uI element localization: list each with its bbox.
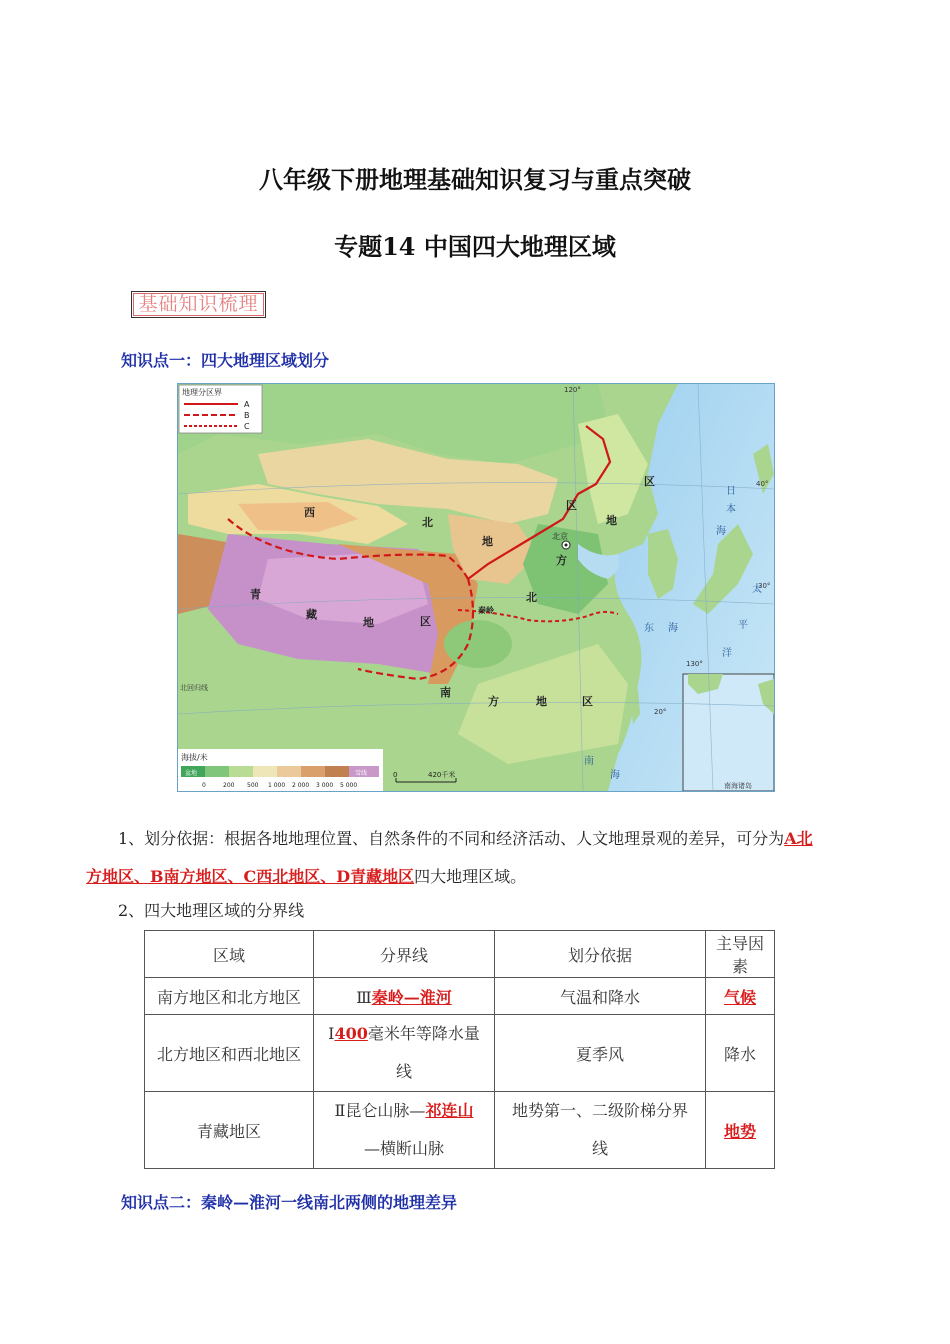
paragraph-1-line1 [118,826,813,849]
map-label-lon120: 120° [564,386,581,394]
map-label-qu3: 区 [644,475,655,488]
map-label-fang3: 方 [488,695,499,708]
elevation-legend-title: 海拔/米 [181,753,208,762]
table-cell-factor: 地势 [706,1092,775,1169]
map-label-lat20: 20° [654,708,667,716]
badge-label: 基础知识梳理 [133,293,264,316]
map-label-tai: 太 [752,584,762,595]
map-label-dong: 东 [644,623,654,634]
map-label-ri: 日 [726,486,736,497]
map-label-hai1: 海 [716,526,726,537]
boundary-legend-c: C [244,422,250,431]
table-cell-factor: 气候 [706,978,775,1015]
table-cell-factor: 降水 [706,1015,775,1092]
map-label-di3: 地 [606,514,617,527]
map-label-bei2: 北 [526,591,537,604]
map-label-bei1: 北 [422,516,433,529]
table-cell-region: 青藏地区 [145,1092,314,1169]
table-header: 划分依据 [495,931,706,978]
knowledge-point-1-heading: 知识点一：四大地理区域划分 [121,351,330,370]
map-label-zang: 藏 [306,608,317,621]
paragraph-1-red-a: A北 [784,829,813,848]
document-title: 八年级下册地理基础知识复习与重点突破 [259,165,691,194]
table-header: 主导因素 [706,931,775,978]
map-label-di2: 地 [363,616,374,629]
elevation-tick: 500 [247,782,259,789]
map-label-qu1: 区 [566,499,577,512]
table-cell-line: Ⅰ400毫米年等降水量 线 [314,1015,495,1092]
boundary-legend-title: 地理分区界 [182,388,222,397]
map-label-lat40: 40° [756,480,769,488]
map-label-beijing: 北京 [552,532,568,541]
table-cell-region: 北方地区和西北地区 [145,1015,314,1092]
map-label-qu2: 区 [420,615,431,628]
elevation-tick: 3 000 [316,782,334,789]
elevation-lowland-label: 盆地 [185,770,198,777]
map-label-qinling: 秦岭 [478,606,494,615]
map-label-nanhai: 南 [584,756,594,767]
table-header: 区域 [145,931,314,978]
elevation-legend [178,749,383,791]
table-cell-line: Ⅲ秦岭—淮河 [314,978,495,1015]
paragraph-1-suffix: 四大地理区域。 [414,867,527,886]
map-label-fang1: 方 [556,554,567,567]
table-cell-basis: 地势第一、二级阶梯分界 线 [495,1092,706,1169]
map-label-nanhai-islands: 南海诸岛 [724,782,752,790]
table-row [145,1092,775,1169]
map-label-hai2: 海 [668,623,678,634]
table-cell-basis: 夏季风 [495,1015,706,1092]
scale-label: 420千米 [428,771,456,779]
map-label-ping: 平 [738,620,748,631]
map-label-ben: 本 [726,504,736,515]
paragraph-2: 2、四大地理区域的分界线 [118,901,305,920]
paragraph-1-prefix: 1、划分依据：根据各地地理位置、自然条件的不同和经济活动、人文地理景观的差异，可分为 [118,829,785,848]
boundary-legend [179,385,262,433]
table-cell-line: Ⅱ昆仑山脉—祁连山 —横断山脉 [314,1092,495,1169]
map-label-yang: 洋 [722,648,732,659]
knowledge-point-2-heading: 知识点二：秦岭—淮河一线南北两侧的地理差异 [121,1193,458,1212]
table-row [145,978,775,1015]
paragraph-1-red-b: 方地区、B南方地区、C西北地区、D青藏地区 [86,867,415,886]
table-header-row [145,931,775,978]
map-label-north-tropic: 北回归线 [180,684,208,692]
elevation-tick: 0 [202,782,206,789]
map-label-qing: 青 [250,588,261,601]
elevation-tick: 5 000 [340,782,358,789]
boundary-legend-b: B [244,411,250,420]
map-label-di5: 地 [536,695,547,708]
table-cell-basis: 气温和降水 [495,978,706,1015]
map-label-xi: 西 [304,506,315,519]
section-badge [131,291,266,318]
elevation-tick: 200 [223,782,235,789]
elevation-tick: 2 000 [292,782,310,789]
map-label-nan: 南 [440,686,451,699]
map-label-lon130: 130° [686,660,703,668]
map-label-hai3: 海 [610,770,620,781]
table-cell-region: 南方地区和北方地区 [145,978,314,1015]
scale-zero: 0 [393,771,398,779]
document-subtitle: 专题14 中国四大地理区域 [334,232,616,261]
table-row [145,1015,775,1092]
elevation-snow-label: 雪线 [355,770,368,777]
map-label-di1: 地 [482,535,493,548]
boundary-legend-a: A [244,400,250,409]
boundary-table [144,930,775,1169]
map-label-qu4: 区 [582,695,593,708]
paragraph-1-line2 [86,864,526,887]
table-header: 分界线 [314,931,495,978]
map-label-lat30: 30° [758,582,771,590]
china-regions-map [177,383,775,792]
elevation-tick: 1 000 [268,782,286,789]
